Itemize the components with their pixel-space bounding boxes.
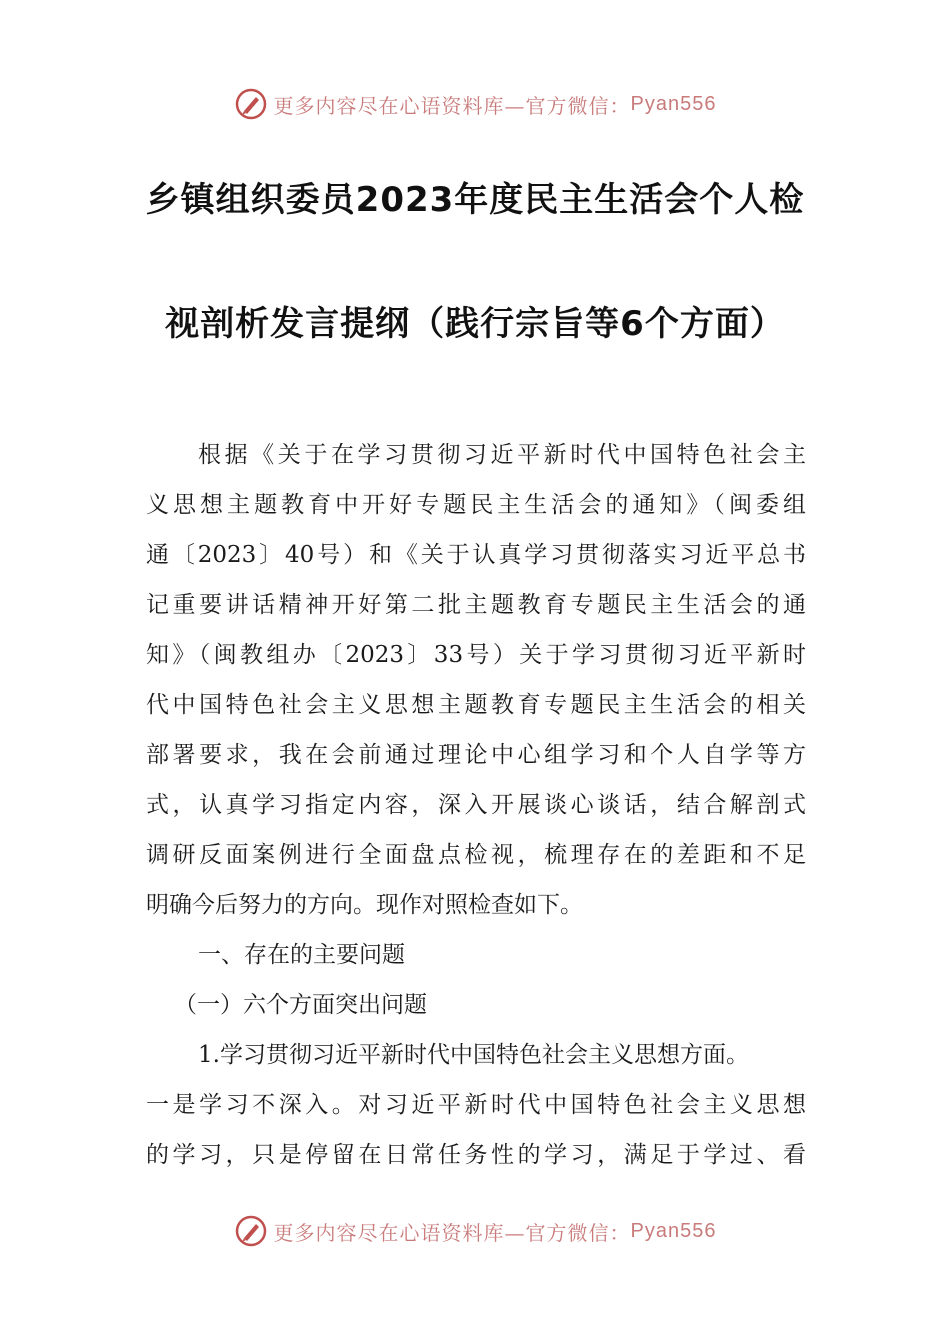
paragraph-line: 义思想主题教育中开好专题民主生活会的通知》（闽委组 (146, 492, 806, 518)
pen-logo-icon (234, 87, 268, 121)
paragraph-line: 代中国特色社会主义思想主题教育专题民主生活会的相关 (146, 692, 806, 718)
paragraph-line: 式，认真学习指定内容，深入开展谈心谈话，结合解剖式 (146, 792, 806, 818)
paragraph-line: 记重要讲话精神开好第二批主题教育专题民主生活会的通 (146, 592, 806, 618)
pen-logo-icon (234, 1214, 268, 1248)
paragraph-line: 明确今后努力的方向。现作对照检查如下。 (146, 892, 583, 918)
watermark-text: 更多内容尽在心语资料库—官方微信： (273, 1220, 631, 1245)
paragraph-line: 1.学习贯彻习近平新时代中国特色社会主义思想方面。 (198, 1042, 749, 1068)
paragraph-line: 部署要求，我在会前通过理论中心组学习和个人自学等方 (146, 742, 806, 768)
paragraph-line: 调研反面案例进行全面盘点检视，梳理存在的差距和不足 (146, 842, 806, 868)
watermark-footer (0, 1211, 950, 1251)
watermark-header (0, 84, 950, 124)
paragraph-line: 一是学习不深入。对习近平新时代中国特色社会主义思想 (146, 1092, 806, 1118)
watermark-wechat-id: Pyan556 (630, 92, 717, 115)
paragraph-line: 通〔2023〕40号）和《关于认真学习贯彻落实习近平总书 (146, 542, 806, 568)
paragraph-line: 知》（闽教组办〔2023〕33号）关于学习贯彻习近平新时 (146, 642, 806, 668)
document-title-line-1: 乡镇组织委员2023年度民主生活会个人检 (145, 180, 805, 220)
watermark-wechat-id: Pyan556 (630, 1219, 717, 1242)
paragraph-line: 的学习，只是停留在日常任务性的学习，满足于学过、看 (146, 1142, 806, 1168)
document-title-line-2: 视剖析发言提纲（践行宗旨等6个方面） (165, 304, 785, 344)
section-heading-1: 一、存在的主要问题 (198, 942, 405, 968)
paragraph-line: 根据《关于在学习贯彻习近平新时代中国特色社会主 (198, 442, 806, 468)
subsection-heading-1: （一）六个方面突出问题 (174, 992, 427, 1018)
watermark-text: 更多内容尽在心语资料库—官方微信： (273, 93, 631, 118)
